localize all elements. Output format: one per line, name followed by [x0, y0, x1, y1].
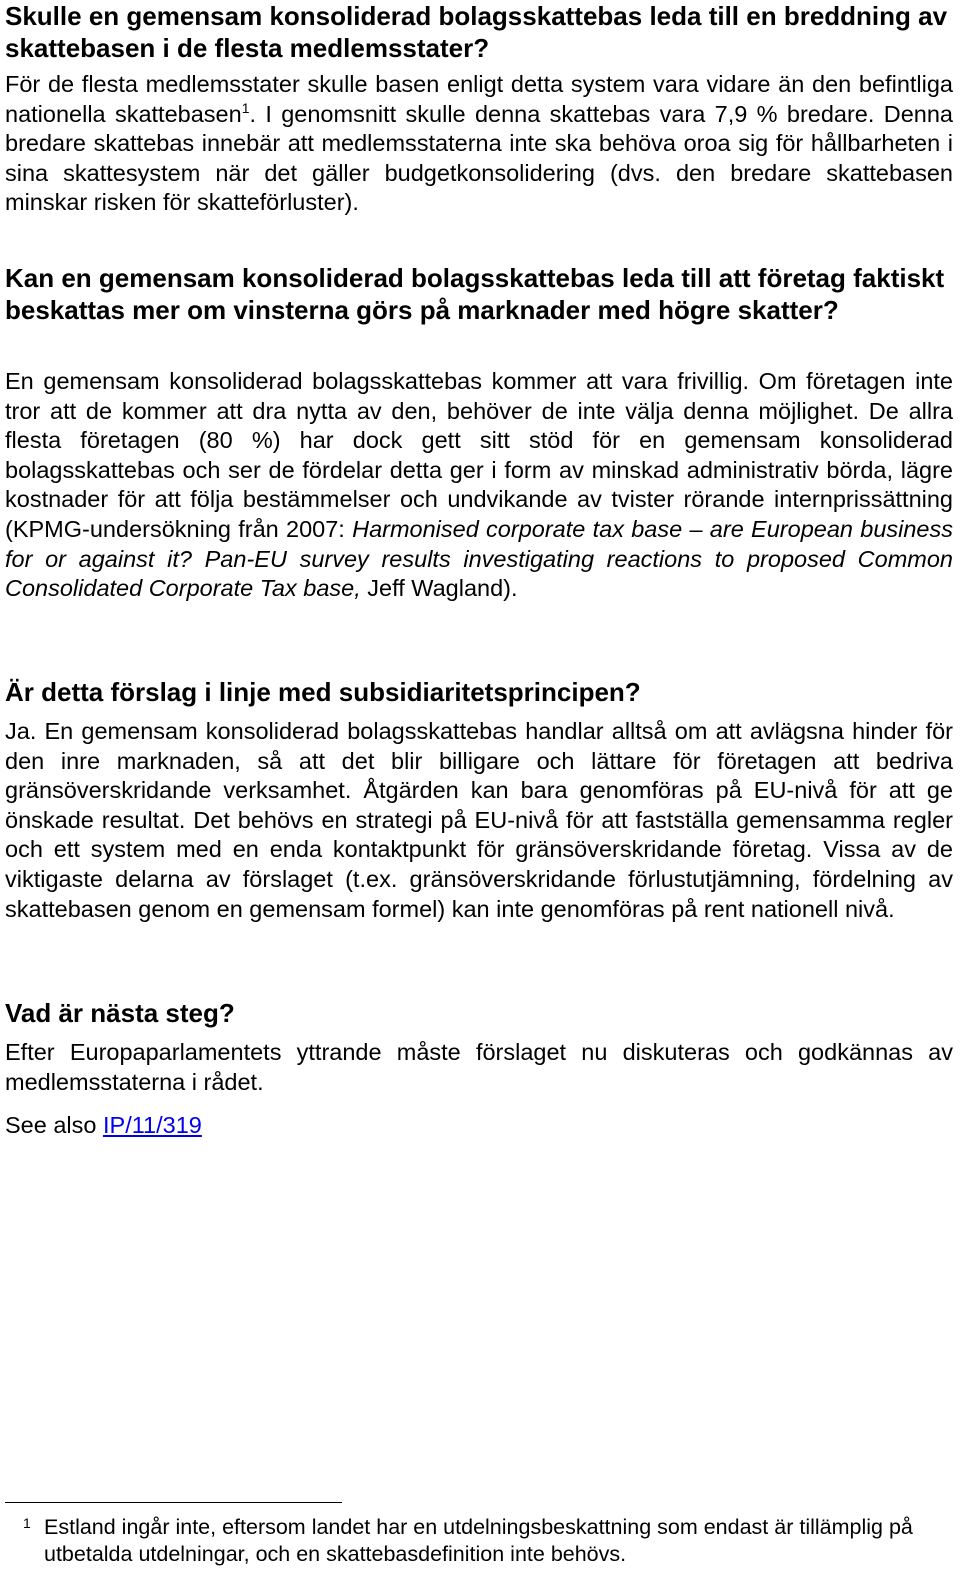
heading-higher-taxation: Kan en gemensam konsoliderad bolagsskattebas leda till att företag faktiskt beskattas mer om vinsterna görs på marknader med högre skatter?: [5, 263, 945, 325]
survey-title-italic: Harmonised corporate tax base – are European business for or against it? Pan-EU survey results investigating reactions to proposed Common Consolidated Corporate Tax base,: [5, 515, 953, 602]
paragraph-subsidiarity: Ja. En gemensam konsoliderad bolagsskattebas handlar alltså om att avlägsna hinder för den inre marknaden, så att det blir billigare och lättare för företagen att bedriva gränsöverskridande verksamhet. Åtgärden kan bara genomföras på EU-nivå för att ge önskade resultat. Det behövs en strategi på EU-nivå för att fastställa gemensamma regler och ett system med en enda kontaktpunkt för gränsöverskridande företag. Vissa av de viktigaste delarna av förslaget (t.ex. gränsöverskridande förlustutjämning, fördelning av skattebasen genom en gemensam formel) kan inte genomföras på rent nationell nivå.: [5, 718, 953, 922]
footnote-text: Estland ingår inte, eftersom landet har en utdelningsbeskattning som endast är tillämplig på utbetalda utdelningar, och en skattebasdefinition inte behövs.: [44, 1515, 913, 1566]
paragraph-next-step: Efter Europaparlamentets yttrande måste förslaget nu diskuteras och godkännas av medlemsstaterna i rådet.: [5, 1039, 953, 1095]
paragraph-higher-taxation: [5, 367, 953, 604]
see-also-line: [5, 1111, 202, 1141]
press-release-link[interactable]: IP/11/319: [102, 1112, 202, 1138]
heading-broadening-tax-base: Skulle en gemensam konsoliderad bolagsskattebas leda till en breddning av skattebasen i de flesta medlemsstater?: [5, 1, 948, 63]
paragraph-text-a: En gemensam konsoliderad bolagsskattebas kommer att vara frivillig. Om företagen inte tror att de kommer att dra nytta av den, behöver de inte välja denna möjlighet. De allra flesta företagen (80 %) har dock gett sitt stöd för en gemensam konsoliderad bolagsskattebas och ser de fördelar detta ger i form av minskad administrativ börda, lägre kostnader för att följa bestämmelser och undvikande av tvister rörande internprissättning (KPMG-undersökning från 2007:: [5, 368, 953, 542]
footnote-mark: 1: [23, 1515, 31, 1531]
paragraph-broadening-tax-base: [5, 70, 953, 218]
footnote-reference[interactable]: 1: [241, 99, 250, 116]
heading-next-step: Vad är nästa steg?: [5, 998, 235, 1028]
paragraph-text-b: . I genomsnitt skulle denna skattebas vara 7,9 % bredare. Denna bredare skattebas innebär att medlemsstaterna inte ska behöva oroa sig för hållbarheten i sina skattesystem när det gäller budgetkonsolidering (dvs. den bredare skattebasen minskar risken för skatteförluster).: [5, 100, 953, 216]
heading-subsidiarity: Är detta förslag i linje med subsidiaritetsprincipen?: [5, 677, 641, 707]
footnote: [23, 1514, 923, 1568]
footnote-separator: [5, 1502, 342, 1503]
paragraph-text-b: Jeff Wagland).: [360, 575, 518, 602]
see-also-label: See also: [5, 1112, 103, 1138]
paragraph-text-a: För de flesta medlemsstater skulle basen enligt detta system vara vidare än den befintliga nationella skattebasen: [5, 71, 953, 127]
